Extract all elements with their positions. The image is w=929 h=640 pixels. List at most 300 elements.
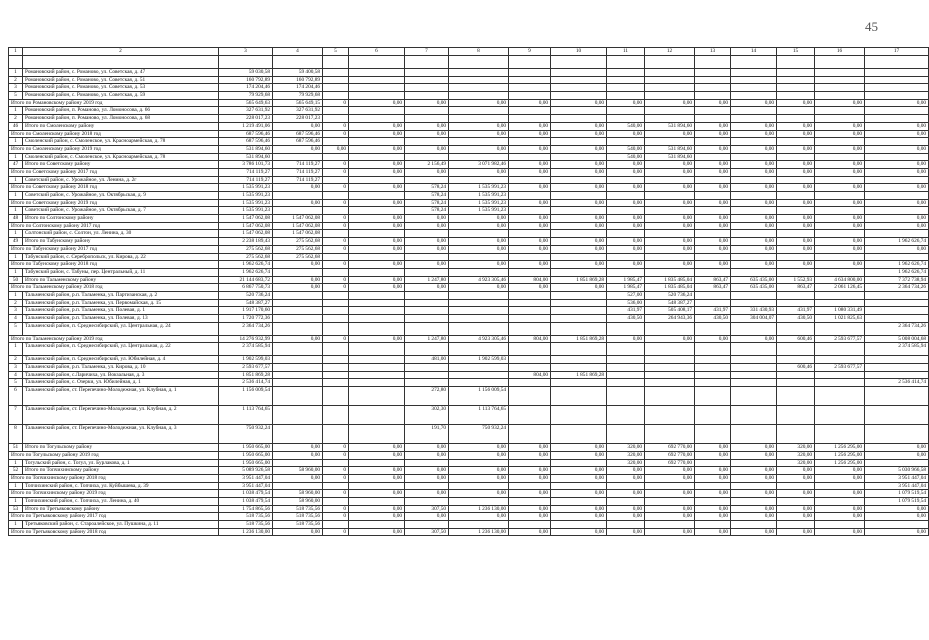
value-cell: 565 649,15 <box>273 99 323 107</box>
value-cell <box>695 322 731 335</box>
value-cell: 1 247,80 <box>405 276 449 284</box>
value-cell <box>551 230 607 238</box>
value-cell: 714 119,27 <box>219 168 273 176</box>
value-cell <box>777 253 815 261</box>
value-cell: 1 535 991,23 <box>219 199 273 207</box>
value-cell: 0,00 <box>349 238 405 246</box>
value-cell: 0,00 <box>551 513 607 521</box>
value-cell <box>349 268 405 276</box>
value-cell <box>323 230 349 238</box>
value-cell <box>323 76 349 84</box>
value-cell: 0,00 <box>551 199 607 207</box>
value-cell <box>323 253 349 261</box>
value-cell: 3 786 101,73 <box>219 161 273 169</box>
total-row <box>9 145 929 153</box>
value-cell: 0,00 <box>509 145 551 153</box>
value-cell: 0,00 <box>551 215 607 223</box>
value-cell <box>405 322 449 335</box>
value-cell: 0,00 <box>551 505 607 513</box>
value-cell: 750 932,24 <box>219 425 273 444</box>
value-cell <box>607 76 645 84</box>
value-cell <box>731 482 777 490</box>
value-cell <box>551 497 607 505</box>
value-cell: 160 792,89 <box>273 76 323 84</box>
value-cell <box>731 56 777 69</box>
value-cell <box>731 84 777 92</box>
table-row <box>9 115 929 123</box>
value-cell <box>349 387 405 406</box>
value-cell <box>695 207 731 215</box>
value-cell <box>645 253 695 261</box>
value-cell: 1 950 665,00 <box>219 459 273 467</box>
value-cell <box>731 138 777 146</box>
value-cell: 275 562,68 <box>273 245 323 253</box>
value-cell <box>509 207 551 215</box>
value-cell <box>323 291 349 299</box>
total-row <box>9 451 929 459</box>
total-row <box>9 215 929 223</box>
value-cell <box>731 192 777 200</box>
value-cell: 0,00 <box>695 467 731 475</box>
value-cell: 548 387,27 <box>645 299 695 307</box>
total-row <box>9 261 929 269</box>
value-cell <box>731 253 777 261</box>
value-cell <box>551 387 607 406</box>
value-cell <box>695 425 731 444</box>
value-cell: 0,00 <box>509 130 551 138</box>
value-cell: 79 929,68 <box>219 92 273 100</box>
value-cell <box>323 153 349 161</box>
value-cell: 0,00 <box>645 261 695 269</box>
value-cell <box>349 153 405 161</box>
value-cell: 0,00 <box>349 261 405 269</box>
value-cell <box>815 92 865 100</box>
value-cell <box>731 92 777 100</box>
table-row <box>9 192 929 200</box>
value-cell <box>509 268 551 276</box>
value-cell <box>695 56 731 69</box>
value-cell: 0 <box>323 528 349 536</box>
value-cell: 0,00 <box>777 490 815 498</box>
value-cell: 0,00 <box>509 99 551 107</box>
value-cell: 0,00 <box>777 513 815 521</box>
row-number-cell: 1 <box>9 69 23 77</box>
value-cell: 0,00 <box>731 505 777 513</box>
table-row <box>9 322 929 335</box>
value-cell <box>645 56 695 69</box>
value-cell: 531 894,60 <box>645 145 695 153</box>
value-cell: 0,00 <box>815 168 865 176</box>
value-cell: 0 <box>323 474 349 482</box>
table-row <box>9 521 929 529</box>
value-cell <box>405 230 449 238</box>
value-cell <box>323 497 349 505</box>
value-cell: 0,00 <box>405 99 449 107</box>
value-cell: 0,00 <box>551 168 607 176</box>
value-cell <box>405 315 449 323</box>
value-cell <box>607 84 645 92</box>
value-cell <box>695 387 731 406</box>
value-cell: 0,00 <box>349 161 405 169</box>
value-cell: 228 017,23 <box>219 115 273 123</box>
value-cell: 264 943,36 <box>645 315 695 323</box>
value-cell: 0,00 <box>645 528 695 536</box>
value-cell: 0,00 <box>509 245 551 253</box>
value-cell: 0,00 <box>815 222 865 230</box>
value-cell: 0 <box>323 451 349 459</box>
value-cell <box>449 521 509 529</box>
value-cell <box>865 299 929 307</box>
row-number-cell: 1 <box>9 192 23 200</box>
value-cell: 0,00 <box>405 215 449 223</box>
value-cell <box>509 69 551 77</box>
row-number-cell: 1 <box>9 497 23 505</box>
value-cell <box>449 291 509 299</box>
value-cell <box>865 153 929 161</box>
value-cell: 0,00 <box>551 161 607 169</box>
value-cell <box>815 521 865 529</box>
value-cell: 0,00 <box>509 467 551 475</box>
value-cell <box>273 56 323 69</box>
value-cell <box>815 356 865 364</box>
value-cell: 0,00 <box>731 467 777 475</box>
value-cell: 1 962 626,74 <box>865 238 929 246</box>
row-number-cell: Итого по Третьяковскому району 2018 год <box>9 528 219 536</box>
value-cell: 687 596,46 <box>273 130 323 138</box>
value-cell: 0,00 <box>731 261 777 269</box>
value-cell: 2 364 734,26 <box>865 322 929 335</box>
value-cell <box>273 268 323 276</box>
value-cell <box>551 192 607 200</box>
value-cell <box>815 56 865 69</box>
value-cell <box>607 356 645 364</box>
value-cell <box>509 364 551 372</box>
value-cell: 0,00 <box>645 513 695 521</box>
value-cell <box>551 291 607 299</box>
value-cell: 0,00 <box>607 335 645 343</box>
value-cell <box>731 230 777 238</box>
value-cell <box>273 387 323 406</box>
value-cell <box>349 207 405 215</box>
value-cell <box>607 107 645 115</box>
value-cell <box>449 315 509 323</box>
value-cell <box>607 92 645 100</box>
column-number: 8 <box>449 48 509 56</box>
value-cell: 0,00 <box>777 145 815 153</box>
value-cell: 0,00 <box>607 99 645 107</box>
value-cell <box>645 343 695 356</box>
row-number-cell: 4 <box>9 371 23 379</box>
value-cell <box>815 425 865 444</box>
value-cell: 272,80 <box>405 387 449 406</box>
table-row <box>9 307 929 315</box>
value-cell: 1 902 599,03 <box>219 356 273 364</box>
value-cell: 0,00 <box>449 245 509 253</box>
value-cell: 804,00 <box>509 371 551 379</box>
value-cell: 0,00 <box>865 145 929 153</box>
value-cell: 0,00 <box>731 130 777 138</box>
value-cell: 59 400,58 <box>273 69 323 77</box>
value-cell <box>777 521 815 529</box>
value-cell <box>405 115 449 123</box>
value-cell: 0,00 <box>607 528 645 536</box>
value-cell: 0,00 <box>273 122 323 130</box>
value-cell <box>509 176 551 184</box>
address-cell: Тогульский район, с. Тогул, ул. Бурлакова, д. 1 <box>23 459 219 467</box>
value-cell <box>449 76 509 84</box>
value-cell <box>865 371 929 379</box>
value-cell <box>551 176 607 184</box>
value-cell: 0 <box>323 168 349 176</box>
value-cell <box>865 459 929 467</box>
value-cell: 58 960,00 <box>273 497 323 505</box>
value-cell <box>405 56 449 69</box>
value-cell <box>349 497 405 505</box>
value-cell <box>815 176 865 184</box>
value-cell: 687 596,46 <box>273 138 323 146</box>
value-cell: 228 017,23 <box>273 115 323 123</box>
address-cell: Итого по Тальменскому району <box>23 276 219 284</box>
value-cell: 1 547 062,08 <box>219 222 273 230</box>
value-cell: 0,00 <box>695 513 731 521</box>
value-cell <box>695 230 731 238</box>
value-cell <box>777 192 815 200</box>
address-cell: Романовский район, с. Романово, ул. Советская, д. 53 <box>23 84 219 92</box>
value-cell <box>405 84 449 92</box>
value-cell <box>405 371 449 379</box>
value-cell: 0,00 <box>865 222 929 230</box>
value-cell: 0,00 <box>349 451 405 459</box>
value-cell: 3 951 447,04 <box>219 482 273 490</box>
value-cell <box>551 253 607 261</box>
value-cell: 481,00 <box>405 356 449 364</box>
value-cell: 0,00 <box>815 490 865 498</box>
value-cell: 21 144 683,72 <box>219 276 273 284</box>
value-cell: 4 923 305,46 <box>449 276 509 284</box>
value-cell: 540,00 <box>607 145 645 153</box>
value-cell <box>551 138 607 146</box>
value-cell <box>815 253 865 261</box>
value-cell: 0,00 <box>405 490 449 498</box>
row-number-cell: 1 <box>9 459 23 467</box>
value-cell <box>777 406 815 425</box>
value-cell: 0,00 <box>509 474 551 482</box>
value-cell: 302,30 <box>405 406 449 425</box>
value-cell: 548 387,27 <box>219 299 273 307</box>
value-cell <box>645 107 695 115</box>
value-cell: 275 562,68 <box>219 253 273 261</box>
value-cell: 0,00 <box>777 474 815 482</box>
address-cell: Солтонский район, с. Солтон, ул. Ленина, д. 30 <box>23 230 219 238</box>
value-cell <box>865 69 929 77</box>
value-cell <box>509 322 551 335</box>
row-number-cell: 1 <box>9 153 23 161</box>
value-cell: 0,00 <box>273 528 323 536</box>
value-cell: 0,00 <box>731 122 777 130</box>
value-cell: 320,00 <box>607 444 645 452</box>
total-row <box>9 528 929 536</box>
value-cell: 0 <box>323 261 349 269</box>
value-cell <box>349 69 405 77</box>
value-cell <box>273 356 323 364</box>
address-cell: Топчихинский район, с. Топчиха, ул. Ленина, д. 40 <box>23 497 219 505</box>
value-cell <box>551 521 607 529</box>
value-cell <box>509 76 551 84</box>
value-cell <box>607 425 645 444</box>
row-number-cell: 1 <box>9 291 23 299</box>
value-cell <box>509 138 551 146</box>
value-cell: 0,00 <box>815 238 865 246</box>
address-cell: Итого по Топчихинскому району <box>23 467 219 475</box>
row-number-cell: 1 <box>9 482 23 490</box>
row-number-cell: 3 <box>9 307 23 315</box>
value-cell <box>323 138 349 146</box>
value-cell: 1 535 991,23 <box>219 192 273 200</box>
value-cell <box>645 497 695 505</box>
value-cell <box>865 56 929 69</box>
value-cell: 0,00 <box>645 199 695 207</box>
value-cell <box>731 76 777 84</box>
value-cell <box>323 379 349 387</box>
value-cell: 2 364 734,26 <box>219 322 273 335</box>
value-cell <box>449 268 509 276</box>
value-cell <box>695 482 731 490</box>
value-cell: 0,00 <box>607 505 645 513</box>
value-cell <box>645 207 695 215</box>
value-cell: 0 <box>323 161 349 169</box>
value-cell: 0,00 <box>645 99 695 107</box>
row-number-cell: 6 <box>9 387 23 406</box>
value-cell: 0 <box>323 284 349 292</box>
value-cell: 0,00 <box>815 161 865 169</box>
row-number-cell: Итого по Топчихинскому району 2018 год <box>9 474 219 482</box>
value-cell: 531 894,60 <box>219 145 273 153</box>
value-cell <box>509 115 551 123</box>
value-cell: 0,00 <box>731 222 777 230</box>
value-cell <box>349 364 405 372</box>
value-cell <box>777 207 815 215</box>
value-cell: 1 902 599,03 <box>449 356 509 364</box>
value-cell: 0,00 <box>645 222 695 230</box>
value-cell <box>645 387 695 406</box>
value-cell <box>273 371 323 379</box>
value-cell <box>645 76 695 84</box>
value-cell: 0,00 <box>551 130 607 138</box>
value-cell <box>695 69 731 77</box>
value-cell: 2 374 585,94 <box>219 343 273 356</box>
value-cell <box>695 371 731 379</box>
total-row <box>9 284 929 292</box>
value-cell: 1 113 764,65 <box>219 406 273 425</box>
table-row <box>9 107 929 115</box>
value-cell: 2 238 189,43 <box>219 238 273 246</box>
value-cell <box>323 482 349 490</box>
value-cell <box>695 379 731 387</box>
value-cell <box>731 268 777 276</box>
value-cell <box>777 387 815 406</box>
value-cell <box>865 291 929 299</box>
address-cell: Итого по Смоленскому району <box>23 122 219 130</box>
value-cell <box>645 115 695 123</box>
value-cell: 1 236 130,00 <box>219 528 273 536</box>
value-cell <box>323 192 349 200</box>
value-cell <box>323 107 349 115</box>
value-cell <box>777 56 815 69</box>
value-cell <box>607 322 645 335</box>
value-cell <box>323 371 349 379</box>
value-cell: 0,00 <box>607 215 645 223</box>
value-cell: 0,00 <box>695 122 731 130</box>
value-cell: 0,00 <box>731 490 777 498</box>
value-cell <box>349 343 405 356</box>
row-number-cell: 1 <box>9 253 23 261</box>
value-cell <box>349 482 405 490</box>
row-number-cell: 47 <box>9 161 23 169</box>
row-number-cell: 3 <box>9 364 23 372</box>
value-cell <box>815 387 865 406</box>
value-cell <box>273 307 323 315</box>
value-cell <box>449 253 509 261</box>
value-cell <box>607 207 645 215</box>
value-cell <box>607 371 645 379</box>
value-cell <box>731 371 777 379</box>
address-cell: Итого по Тогульскому району <box>23 444 219 452</box>
value-cell <box>777 153 815 161</box>
value-cell: 0,00 <box>449 451 509 459</box>
value-cell <box>865 521 929 529</box>
value-cell: 0,00 <box>731 451 777 459</box>
value-cell <box>815 84 865 92</box>
table-row <box>9 379 929 387</box>
value-cell <box>449 69 509 77</box>
value-cell <box>449 364 509 372</box>
value-cell: 0 <box>323 238 349 246</box>
value-cell <box>645 192 695 200</box>
value-cell: 320,00 <box>777 444 815 452</box>
value-cell <box>695 268 731 276</box>
row-number-cell: 46 <box>9 122 23 130</box>
value-cell <box>777 92 815 100</box>
value-cell: 0,00 <box>731 474 777 482</box>
value-cell <box>645 406 695 425</box>
value-cell: 3 951 447,04 <box>219 474 273 482</box>
value-cell: 0,00 <box>865 245 929 253</box>
value-cell <box>509 406 551 425</box>
row-number-cell: Итого по Табунскому району 2018 год <box>9 261 219 269</box>
value-cell: 1 038 479,54 <box>219 490 273 498</box>
column-number: 16 <box>815 48 865 56</box>
value-cell: 578,24 <box>405 199 449 207</box>
table-row <box>9 315 929 323</box>
value-cell <box>607 343 645 356</box>
table-row <box>9 176 929 184</box>
value-cell <box>449 56 509 69</box>
value-cell: 0,00 <box>509 161 551 169</box>
value-cell <box>695 521 731 529</box>
row-number-cell: Итого по Смоленскому району 2018 год <box>9 130 219 138</box>
row-number-cell: Итого по Советскому району 2019 год <box>9 199 219 207</box>
value-cell <box>695 107 731 115</box>
value-cell: 0,00 <box>449 99 509 107</box>
value-cell: 1 917 170,60 <box>219 307 273 315</box>
value-cell: 0,00 <box>645 130 695 138</box>
total-row <box>9 490 929 498</box>
table-row <box>9 230 929 238</box>
value-cell: 0,00 <box>645 245 695 253</box>
value-cell: 275 562,68 <box>219 245 273 253</box>
table-row <box>9 482 929 490</box>
value-cell: 0,00 <box>405 122 449 130</box>
